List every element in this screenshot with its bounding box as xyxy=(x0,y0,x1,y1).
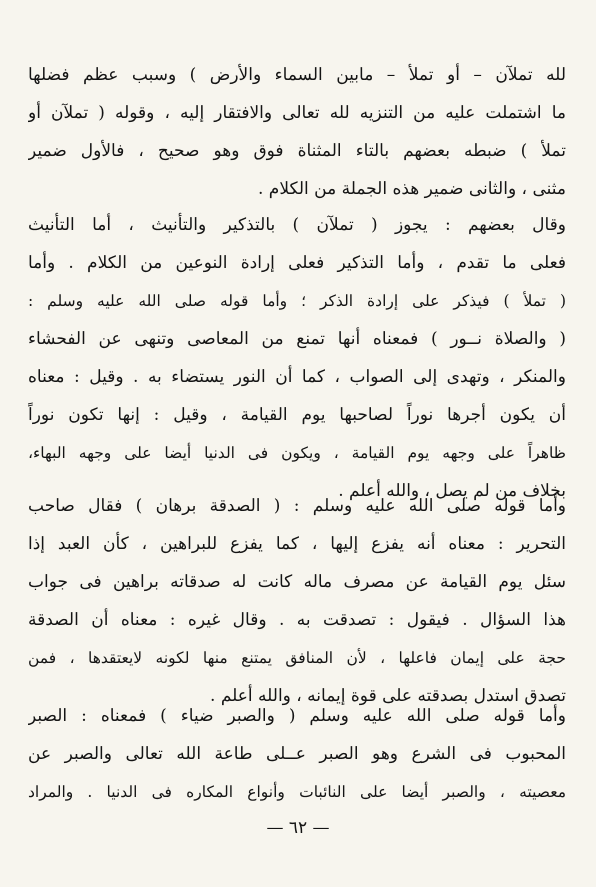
text-line: فعلى ما تقدم ، وأما التذكير فعلى إرادة النوعين من الكلام . وأما xyxy=(28,253,566,273)
text-line: حجة على إيمان فاعلها ، لأن المنافق يمتنع منها لكونه لايعتقدها ، فمن xyxy=(28,649,566,667)
text-line: وأما قوله صلى الله عليه وسلم : ( الصدقة برهان ) فقال صاحب xyxy=(28,496,566,516)
text-line: هذا السؤال . فيقول : تصدقت به . وقال غيره : معناه أن الصدقة xyxy=(28,610,566,630)
page-number: — ٦٢ — xyxy=(266,818,330,838)
paragraph-3 xyxy=(28,487,566,715)
text-line: تصدق استدل بصدقته على قوة إيمانه ، والله أعلم . xyxy=(210,686,566,706)
text-line: بخلاف من لم يصل ، والله أعلم . xyxy=(338,481,566,501)
text-line: سئل يوم القيامة عن مصرف ماله كانت له صدقاته براهين فى جواب xyxy=(28,572,566,592)
text-line: أن يكون أجرها نوراً لصاحبها يوم القيامة ، وقيل : إنها تكون نوراً xyxy=(28,405,566,425)
text-line: لله تملآن – أو تملأ – مابين السماء والأرض ) وسبب عظم فضلها xyxy=(28,65,566,85)
text-line: ( تملأ ) فيذكر على إرادة الذكر ؛ وأما قوله صلى الله عليه وسلم : xyxy=(28,292,566,310)
text-line: وأما قوله صلى الله عليه وسلم ( والصبر ضياء ) فمعناه : الصبر xyxy=(28,706,566,726)
paragraph-1 xyxy=(28,56,566,208)
text-line: وقال بعضهم : يجوز ( تملآن ) بالتذكير والتأنيث ، أما التأنيث xyxy=(28,215,566,235)
text-line: ( والصلاة نــور ) فمعناه أنها تمنع من المعاصى وتنهى عن الفحشاء xyxy=(28,329,566,349)
text-line: المحبوب فى الشرع وهو الصبر عــلى طاعة الله تعالى والصبر عن xyxy=(28,744,566,764)
text-line: معصيته ، والصبر أيضا على النائبات وأنواع المكاره فى الدنيا . والمراد xyxy=(28,783,566,801)
text-line: التحرير : معناه أنه يفزع إليها ، كما يفزع للبراهين ، كأن العبد إذا xyxy=(28,534,566,554)
text-line: مثنى ، والثانى ضمير هذه الجملة من الكلام . xyxy=(257,179,566,199)
text-line: والمنكر ، وتهدى إلى الصواب ، كما أن النور يستضاء به . وقيل : معناه xyxy=(28,367,566,387)
text-line: ما اشتملت عليه من التنزيه لله تعالى والافتقار إليه ، وقوله ( تملآن أو xyxy=(28,103,566,123)
paragraph-2 xyxy=(28,206,566,510)
text-line: تملأ ) ضبطه بعضهم بالتاء المثناة فوق وهو صحيح ، فالأول ضمير xyxy=(28,141,566,161)
paragraph-4 xyxy=(28,697,566,811)
text-line: ظاهراً على وجهه يوم القيامة ، ويكون فى الدنيا أيضا على وجهه البهاء، xyxy=(28,444,566,462)
